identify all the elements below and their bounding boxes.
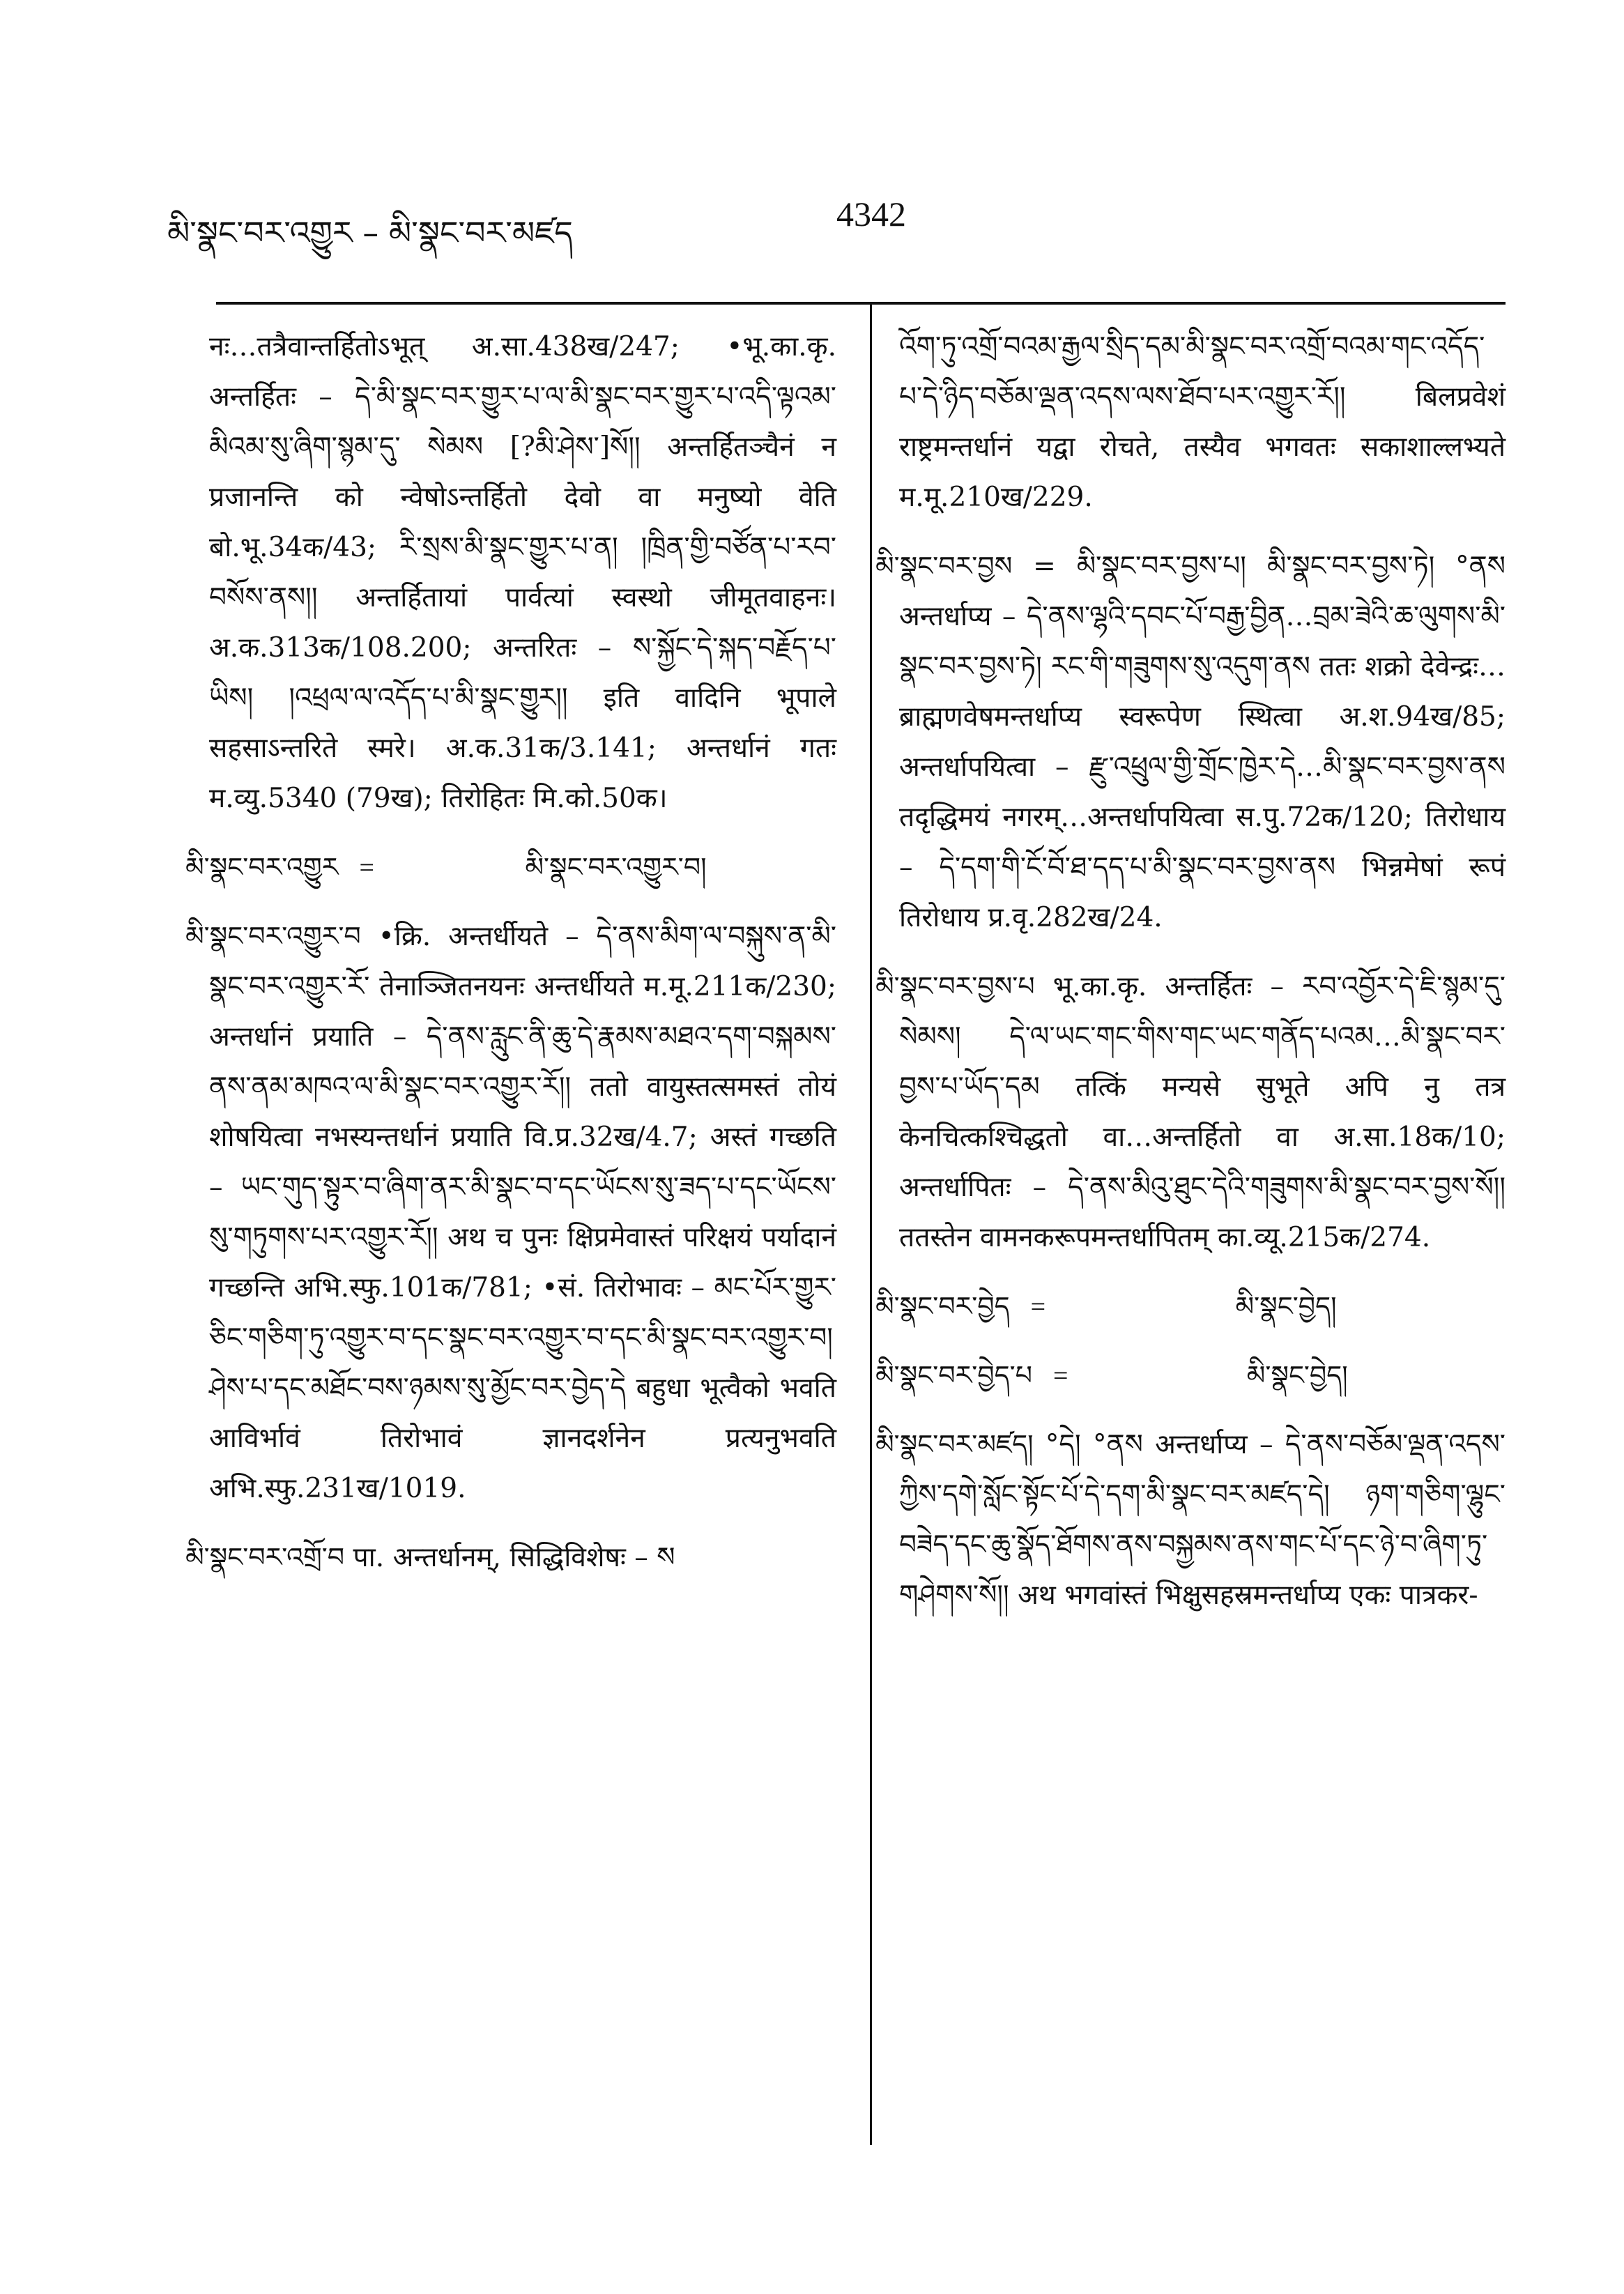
- headword: མི་སྣང་བར་བྱས: [875, 551, 1013, 581]
- running-head: མི་སྣང་བར་འགྱུར – མི་སྣང་བར་མཛད: [167, 214, 573, 252]
- headword: མི་སྣང་བར་འགྲོ་བ: [185, 1542, 345, 1573]
- left-column: [185, 322, 836, 1601]
- headword: མི་སྣང་བར་འགྱུར: [185, 852, 339, 882]
- cross-reference-entry: [875, 1281, 1506, 1332]
- continued-entry: [899, 322, 1506, 523]
- cross-reference-target: མི་སྣང་བྱེད།: [1235, 1291, 1337, 1322]
- dictionary-entry: [875, 961, 1506, 1263]
- headword: མི་སྣང་བར་བྱེད་པ: [875, 1360, 1032, 1391]
- entry-text: = མི་སྣང་བར་བྱས་པ། མི་སྣང་བར་བྱས་ཏེ། °ནས अन्तर्धाप्य – དེ་ནས་ལྷའི་དབང་པོ་བརྒྱ་བྱིན…བྲམ་ཟེའི་ཆ་ལུགས་མི་སྣང་བར་བྱས་ཏེ། རང་གི་གཟུགས་སུ་འདུག་ནས ततः शक्रो देवेन्द्रः… ब्राह्मणवेषमन्तर्धाप्य स्वरूपेण स्थित्वा अ.श.94ख/85; अन्तर्धापयित्वा – རྫུ་འཕྲུལ་གྱི་གྲོང་ཁྱེར་དེ…མི་སྣང་བར་བྱས་ནས तदृद्धिमयं नगरम्…अन्तर्धापयित्वा स.पु.72क/120; तिरोधाय – དེ་དག་གི་ངོ་བོ་ཐ་དད་པ་མི་སྣང་བར་བྱས་ནས भिन्नमेषां रूपं तिरोधाय प्र.वृ.282ख/24.: [899, 551, 1506, 933]
- dictionary-entry: [185, 911, 836, 1514]
- cross-reference-entry: [875, 1350, 1506, 1401]
- continued-entry: [209, 322, 836, 824]
- headword: མི་སྣང་བར་བྱས་པ: [875, 971, 1035, 1002]
- entry-text: •क्रि. अन्तर्धीयते – དེ་ནས་མིག་ལ་བསྐུས་ན་མི་སྣང་བར་འགྱུར་རོ་ तेनाञ्जितनयनः अन्तर्धीयते म.मू.211क/230; अन्तर्धानं प्रयाति – དེ་ནས་རླུང་ནི་ཆུ་དེ་རྣམས་མཐའ་དག་བསྐམས་ནས་ནམ་མཁའ་ལ་མི་སྣང་བར་འགྱུར་རོ།། ततो वायुस्तत्समस्तं तोयं शोषयित्वा नभस्यन्तर्धानं प्रयाति वि.प्र.32ख/4.7; अस्तं गच्छति – ཡང་གུད་སྟུར་བ་ཞིག་ནར་མི་སྣང་བ་དང་ཡོངས་སུ་ཟད་པ་དང་ཡོངས་སུ་གཏུགས་པར་འགྱུར་རོ།། अथ च पुनः क्षिप्रमेवास्तं परिक्षयं पर्यादानं गच्छन्ति अभि.स्फु.101क/781; •सं. तिरोभावः – མང་པོར་གྱུར་ཅིང་གཅིག་ཏུ་འགྱུར་བ་དང་སྣང་བར་འགྱུར་བ་དང་མི་སྣང་བར་འགྱུར་བ། ཤེས་པ་དང་མཐོང་བས་ཉམས་སུ་མྱོང་བར་བྱེད་དེ बहुधा भूत्वैको भवति आविर्भावं तिरोभावं ज्ञानदर्शनेन प्रत्यनुभवति अभि.स्फु.231ख/1019.: [209, 921, 836, 1504]
- cross-reference-entry: [185, 842, 836, 893]
- right-column: [875, 322, 1506, 1639]
- cross-reference-target: མི་སྣང་བྱེད།: [1246, 1360, 1348, 1391]
- entry-text: नः…तत्रैवान्तर्हितोऽभूत् अ.सा.438ख/247; •भू.का.कृ. अन्तर्हितः – དེ་མི་སྣང་བར་གྱུར་པ་ལ་མི་སྣང་བར་གྱུར་པ་འདི་ལྟའམ་མིའམ་སུ་ཞིག་སྙམ་དུ་ སེམས [?མི་ཤེས་]སོ།། अन्तर्हितञ्चैनं न प्रजानन्ति को न्वेषोऽन्तर्हितो देवो वा मनुष्यो वेति बो.भू.34क/43; རི་སྲས་མི་སྣང་གྱུར་པ་ན། །ཁྲིན་གྱི་བཙོན་པ་རབ་བསོས་ནས།། अन्तर्हितायां पार्वत्यां स्वस्थो जीमूतवाहनः। अ.क.313क/108.200; अन्तरितः – ས་སྐྱོང་དེ་སྐད་བརྗོད་པ་ཡིས། །འཕྲལ་ལ་འདོད་པ་མི་སྣང་གྱུར།། इति वादिनि भूपाले सहसाऽन्तरिते स्मरे। अ.क.31क/3.141; अन्तर्धानं गतः म.व्यु.5340 (79ख); तिरोहितः मि.को.50क।: [209, 331, 836, 814]
- page-header: [167, 194, 1157, 257]
- equals-sign: =: [359, 853, 374, 882]
- headword: མི་སྣང་བར་བྱེད: [875, 1291, 1010, 1322]
- page-number: 4342: [836, 194, 906, 234]
- headword: མི་སྣང་བར་འགྱུར་བ: [185, 921, 361, 951]
- equals-sign: =: [1030, 1292, 1046, 1322]
- dictionary-entry: [875, 1419, 1506, 1621]
- cross-reference-target: མི་སྣང་བར་འགྱུར་བ།: [525, 852, 707, 882]
- headword: མི་སྣང་བར་མཛད།: [875, 1429, 1034, 1460]
- entry-text: पा. अन्तर्धानम्, सिद्धिविशेषः – ས: [353, 1542, 675, 1573]
- dictionary-entry: [185, 1532, 836, 1583]
- header-rule: [216, 302, 1506, 305]
- entry-text: འོག་ཏུ་འགྲོ་བའམ་རྒྱལ་སྲིད་དམ་མི་སྣང་བར་འགྲོ་བའམ་གང་འདོད་པ་དེ་ཉིད་བཅོམ་ལྡན་འདས་ལས་ཐོབ་པར་འགྱུར་རོ།། बिलप्रवेशं राष्ट्रमन्तर्धानं यद्वा रोचते, तस्यैव भगवतः सकाशाल्लभ्यते म.मू.210ख/229.: [899, 331, 1506, 513]
- equals-sign: =: [1052, 1361, 1068, 1391]
- entry-text: भू.का.कृ. अन्तर्हितः – རབ་འབྱོར་དེ་ཇི་སྙམ་དུ་སེམས། དེ་ལ་ཡང་གང་གིས་གང་ཡང་གནོད་པའམ…མི་སྣང་བར་བྱས་པ་ཡོད་དམ तत्किं मन्यसे सुभूते अपि नु तत्र केनचित्कश्चिद्धतो वा…अन्तर्हितो वा अ.सा.18क/10; अन्तर्धापितः – དེ་ནས་མིའུ་ཐུང་དེའི་གཟུགས་མི་སྣང་བར་བྱས་སོ།། ततस्तेन वामनकरूपमन्तर्धापितम् का.व्यू.215क/274.: [899, 971, 1506, 1253]
- entry-text: °དེ། °ནས अन्तर्धाप्य – དེ་ནས་བཅོམ་ལྡན་འདས་ཀྱིས་དགེ་སློང་སྟོང་པོ་དེ་དག་མི་སྣང་བར་མཛད་དེ། ཉག་གཅིག་ལྷུང་བཟེད་དང་ཆུ་སྣོད་ཐོགས་ནས་བསྐྱམས་ནས་གང་པོ་དང་ཉེ་བ་ཞིག་ཏུ་གཤེགས་སོ།། अथ भगवांस्तं भिक्षुसहस्रमन्तर्धाप्य एकः पात्रकर-: [899, 1429, 1506, 1611]
- column-divider: [870, 305, 872, 2145]
- dictionary-entry: [875, 541, 1506, 943]
